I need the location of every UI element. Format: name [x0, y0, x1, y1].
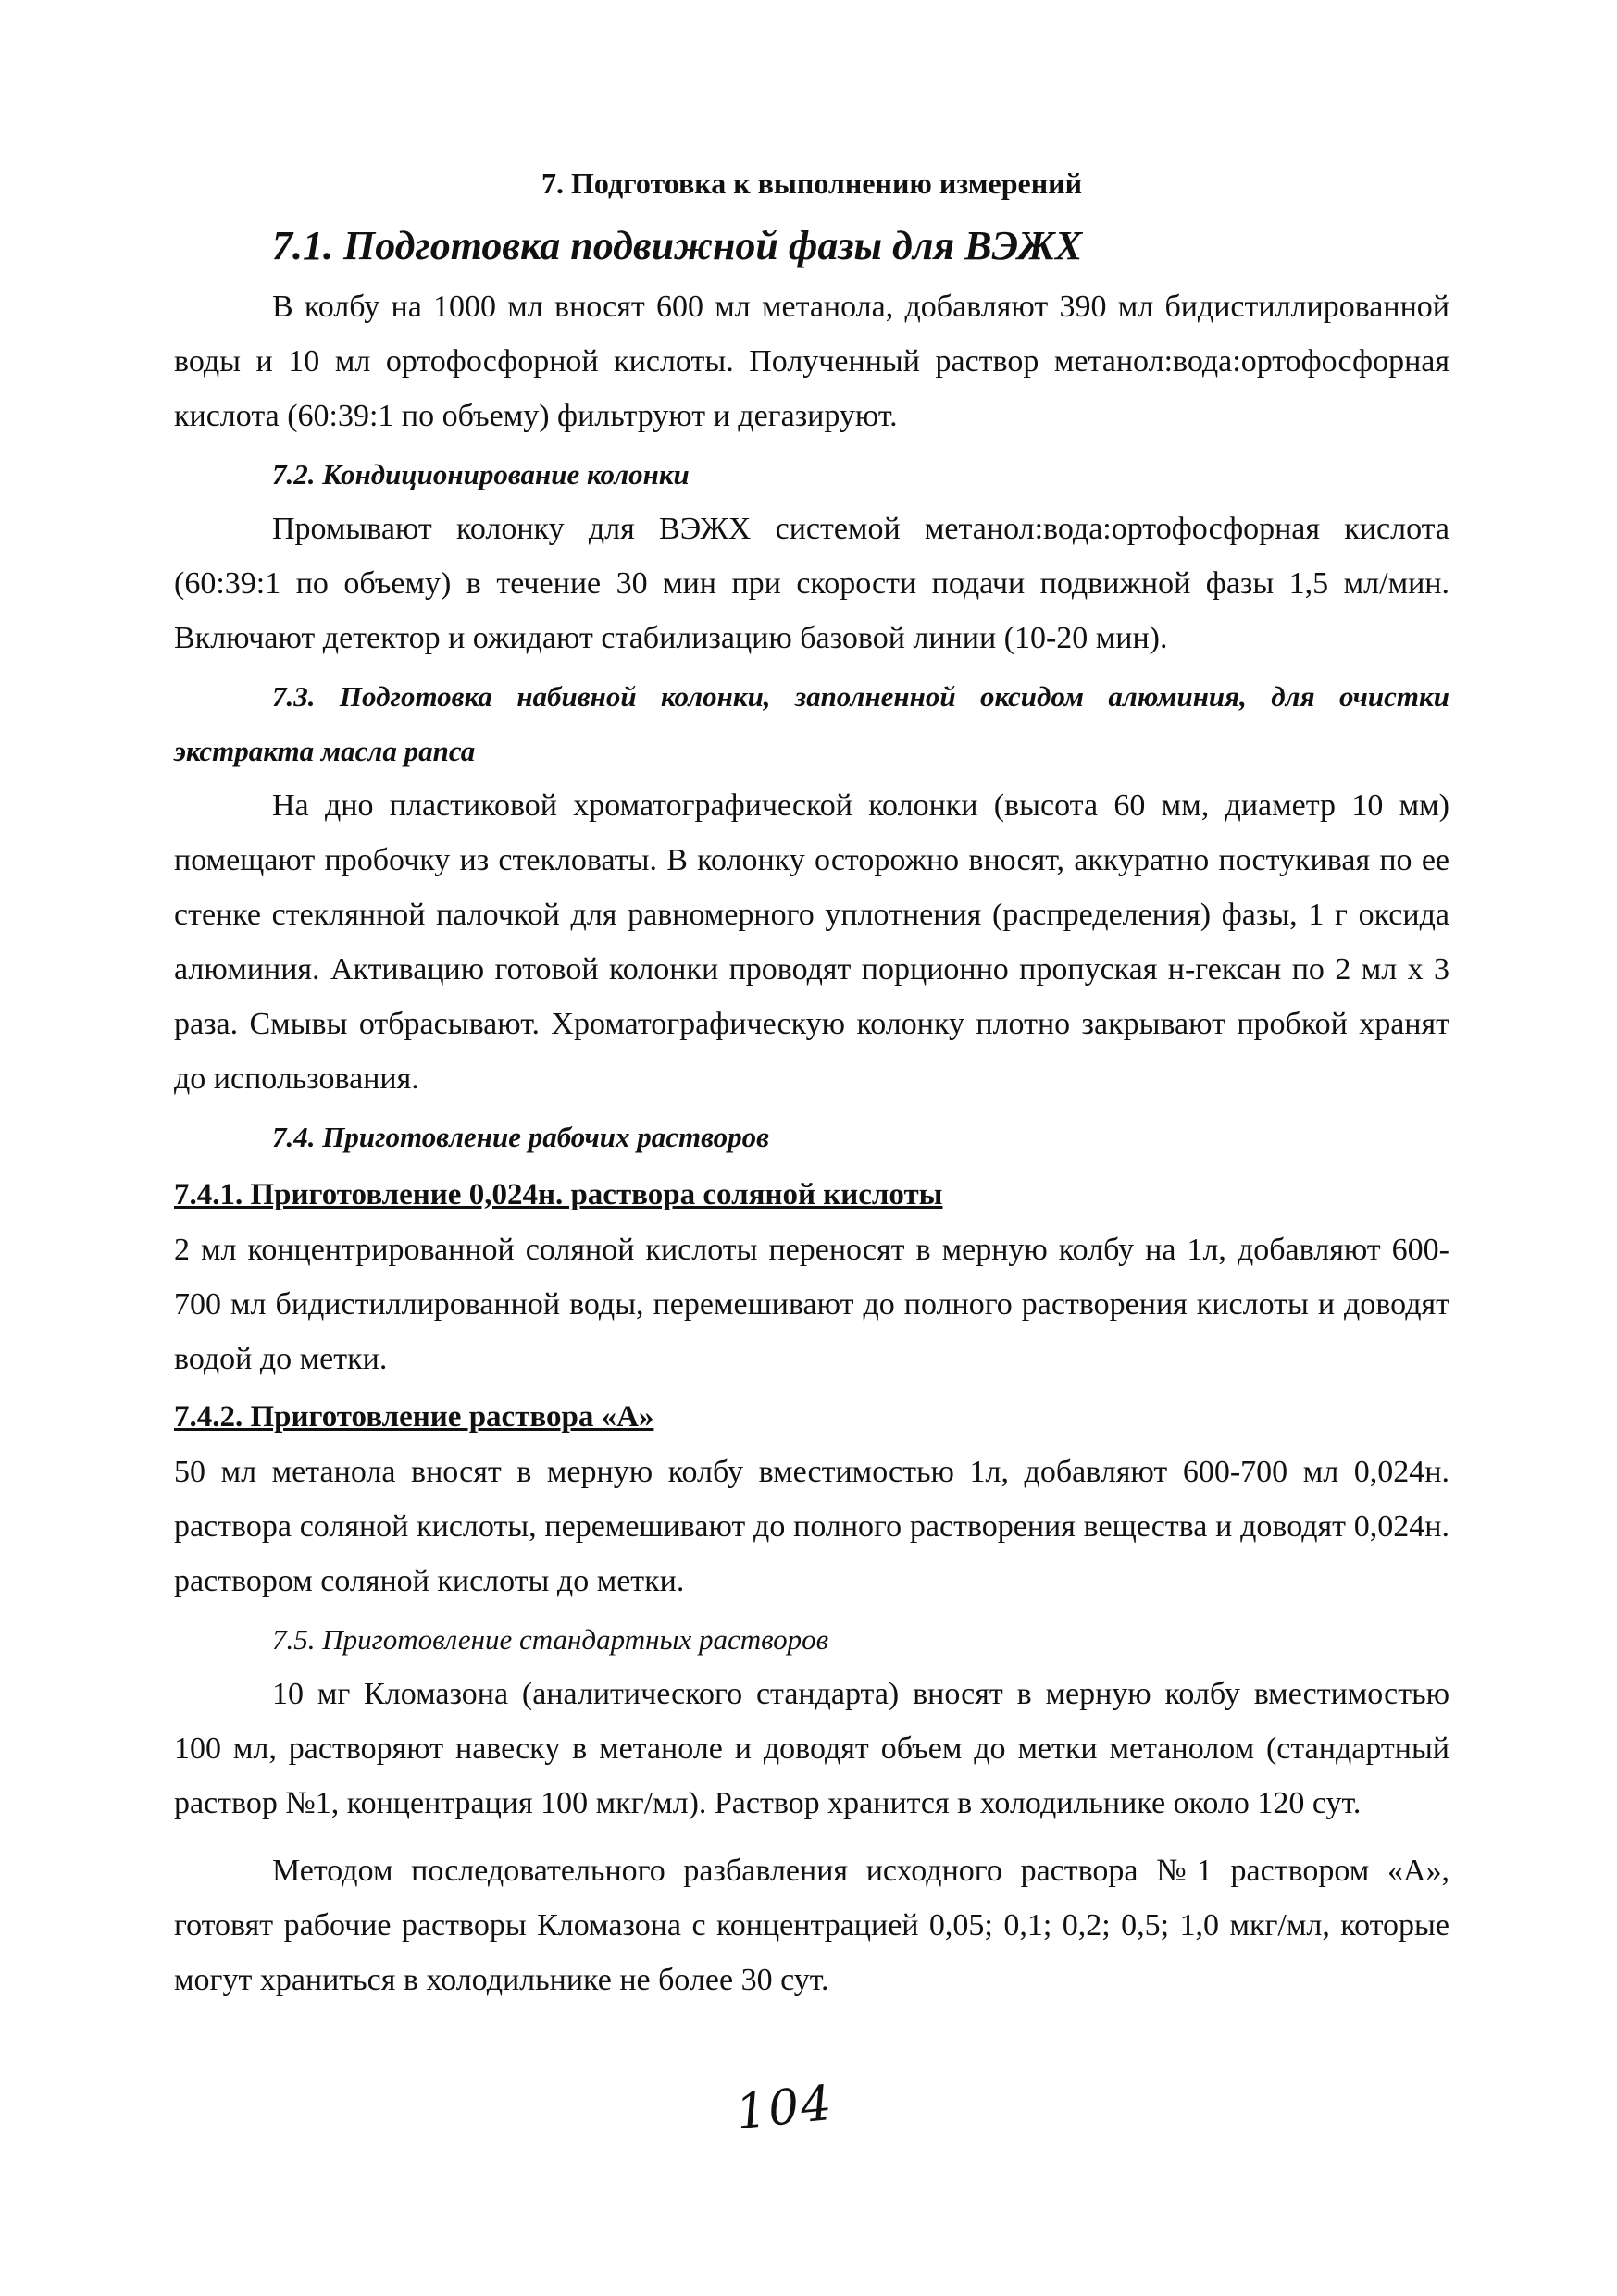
subsection-7-4-2-title: 7.4.2. Приготовление раствора «А»: [174, 1400, 654, 1433]
subsection-7-5-title: 7.5. Приготовление стандартных растворов: [272, 1623, 829, 1656]
document-page: [174, 165, 1449, 2007]
subsection-7-4-2-text: 50 мл метанола вносят в мерную колбу вместимостью 1л, добавляют 600-700 мл 0,024н. раствора соляной кислоты, перемешивают до полного растворения вещества и доводят 0,024н. раствором соляной кислоты до метки.: [174, 1455, 1449, 1598]
subsection-7-3-title: 7.3. Подготовка набивной колонки, заполненной оксидом алюминия, для очистки экстракта масла рапса: [174, 680, 1449, 767]
subsection-7-1-text: В колбу на 1000 мл вносят 600 мл метанола, добавляют 390 мл бидистиллированной воды и 10 мл ортофосфорной кислоты. Полученный раствор метанол:вода:ортофосфорная кислота (60:39:1 по объему) фильтруют и дегазируют.: [174, 290, 1449, 433]
section-title: 7. Подготовка к выполнению измерений: [541, 167, 1082, 200]
subsection-7-5-text-1: 10 мг Кломазона (аналитического стандарта) вносят в мерную колбу вместимостью 100 мл, растворяют навеску в метаноле и доводят объем до метки метанолом (стандартный раствор №1, концентрация 100 мкг/мл). Раствор хранится в холодильнике около 120 сут.: [174, 1677, 1449, 1820]
subsection-7-2-text: Промывают колонку для ВЭЖХ системой метанол:вода:ортофосфорная кислота (60:39:1 по объему) в течение 30 мин при скорости подачи подвижной фазы 1,5 мл/мин. Включают детектор и ожидают стабилизацию базовой линии (10-20 мин).: [174, 512, 1449, 655]
subsection-7-5-text-2: Методом последовательного разбавления исходного раствора №1 раствором «А», готовят рабочие растворы Кломазона с концентрацией 0,05; 0,1; 0,2; 0,5; 1,0 мкг/мл, которые могут храниться в холодильнике не более 30 сут.: [174, 1854, 1449, 1997]
subsection-7-4-1-text: 2 мл концентрированной соляной кислоты переносят в мерную колбу на 1л, добавляют 600-700 мл бидистиллированной воды, перемешивают до полного растворения кислоты и доводят водой до метки.: [174, 1233, 1449, 1376]
subsection-7-1-title: 7.1. Подготовка подвижной фазы для ВЭЖХ: [272, 223, 1083, 268]
subsection-7-4-1-title: 7.4.1. Приготовление 0,024н. раствора соляной кислоты: [174, 1178, 943, 1211]
page-number: 104: [733, 2075, 837, 2141]
subsection-7-2-title: 7.2. Кондиционирование колонки: [272, 458, 690, 490]
subsection-7-3-text: На дно пластиковой хроматографической колонки (высота 60 мм, диаметр 10 мм) помещают пробочку из стекловаты. В колонку осторожно вносят, аккуратно постукивая по ее стенке стеклянной палочкой для равномерного уплотнения (распределения) фазы, 1 г оксида алюминия. Активацию готовой колонки проводят порционно пропуская н-гексан по 2 мл х 3 раза. Смывы отбрасывают. Хроматографическую колонку плотно закрывают пробкой хранят до использования.: [174, 788, 1449, 1096]
subsection-7-4-title: 7.4. Приготовление рабочих растворов: [272, 1121, 769, 1153]
